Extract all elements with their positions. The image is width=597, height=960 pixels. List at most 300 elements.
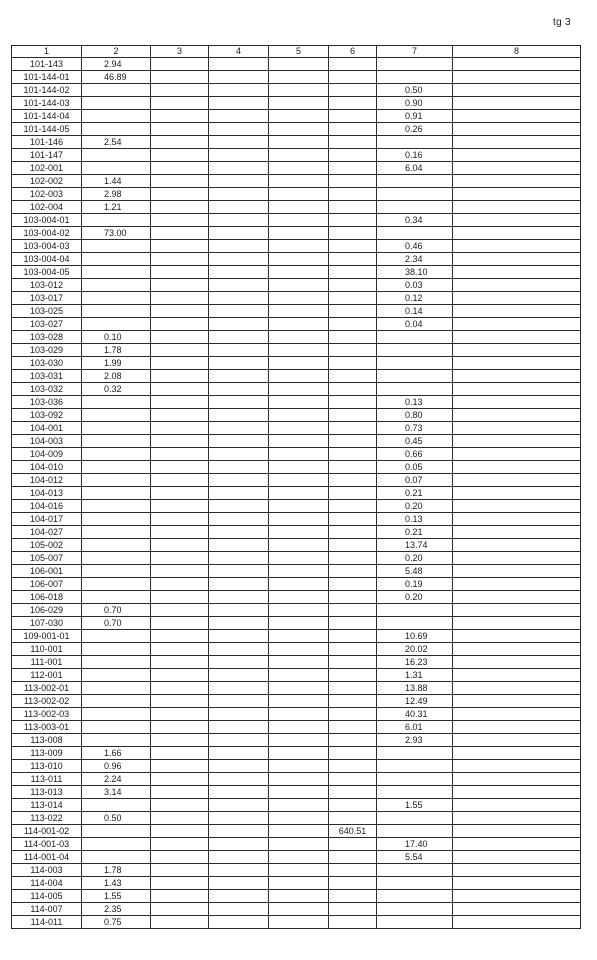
table-cell-col-7 <box>377 604 453 617</box>
table-cell-col-8 <box>453 526 581 539</box>
table-row <box>12 253 581 266</box>
data-table <box>11 45 581 929</box>
table-cell-col-4 <box>209 890 269 903</box>
table-cell-col-3 <box>151 630 209 643</box>
table-cell-col-2 <box>82 474 151 487</box>
table-cell-col-1: 112-001 <box>12 669 82 682</box>
table-cell-col-7: 0.45 <box>377 435 453 448</box>
table-cell-col-7: 0.20 <box>377 552 453 565</box>
column-header-8: 8 <box>453 46 581 58</box>
table-cell-col-2 <box>82 318 151 331</box>
table-cell-col-3 <box>151 838 209 851</box>
table-cell-col-2: 46.89 <box>82 71 151 84</box>
table-cell-col-8 <box>453 201 581 214</box>
table-cell-col-1: 105-007 <box>12 552 82 565</box>
table-cell-col-3 <box>151 825 209 838</box>
table-cell-col-5 <box>269 435 329 448</box>
table-cell-col-5 <box>269 448 329 461</box>
table-cell-col-1: 114-005 <box>12 890 82 903</box>
table-cell-col-3 <box>151 344 209 357</box>
table-cell-col-3 <box>151 370 209 383</box>
table-row <box>12 591 581 604</box>
table-cell-col-1: 101-146 <box>12 136 82 149</box>
table-cell-col-8 <box>453 357 581 370</box>
table-cell-col-8 <box>453 292 581 305</box>
table-cell-col-1: 104-009 <box>12 448 82 461</box>
table-row <box>12 123 581 136</box>
table-cell-col-6 <box>329 292 377 305</box>
table-cell-col-1: 107-030 <box>12 617 82 630</box>
table-cell-col-3 <box>151 773 209 786</box>
table-cell-col-8 <box>453 916 581 929</box>
table-row <box>12 565 581 578</box>
table-cell-col-5 <box>269 175 329 188</box>
header-row <box>12 46 581 58</box>
table-cell-col-7 <box>377 357 453 370</box>
table-cell-col-4 <box>209 71 269 84</box>
table-cell-col-4 <box>209 136 269 149</box>
table-cell-col-2 <box>82 565 151 578</box>
table-cell-col-1: 110-001 <box>12 643 82 656</box>
table-cell-col-4 <box>209 240 269 253</box>
table-cell-col-5 <box>269 786 329 799</box>
table-row <box>12 604 581 617</box>
table-cell-col-2 <box>82 422 151 435</box>
table-cell-col-8 <box>453 799 581 812</box>
table-cell-col-8 <box>453 773 581 786</box>
table-cell-col-6 <box>329 513 377 526</box>
table-cell-col-3 <box>151 318 209 331</box>
table-cell-col-2 <box>82 266 151 279</box>
table-cell-col-7: 0.73 <box>377 422 453 435</box>
table-cell-col-2 <box>82 110 151 123</box>
table-row <box>12 539 581 552</box>
table-cell-col-8 <box>453 604 581 617</box>
table-cell-col-1: 114-003 <box>12 864 82 877</box>
table-cell-col-7 <box>377 890 453 903</box>
table-cell-col-4 <box>209 643 269 656</box>
table-cell-col-6 <box>329 643 377 656</box>
table-cell-col-1: 113-022 <box>12 812 82 825</box>
table-cell-col-3 <box>151 422 209 435</box>
table-cell-col-8 <box>453 565 581 578</box>
table-cell-col-8 <box>453 383 581 396</box>
table-row <box>12 656 581 669</box>
table-cell-col-2: 1.99 <box>82 357 151 370</box>
table-cell-col-5 <box>269 838 329 851</box>
table-cell-col-5 <box>269 565 329 578</box>
table-cell-col-4 <box>209 188 269 201</box>
table-cell-col-7: 6.04 <box>377 162 453 175</box>
table-cell-col-5 <box>269 630 329 643</box>
table-cell-col-5 <box>269 500 329 513</box>
table-row <box>12 201 581 214</box>
table-cell-col-2 <box>82 630 151 643</box>
table-cell-col-8 <box>453 786 581 799</box>
table-cell-col-1: 101-144-04 <box>12 110 82 123</box>
table-cell-col-4 <box>209 58 269 71</box>
table-cell-col-5 <box>269 864 329 877</box>
table-cell-col-3 <box>151 149 209 162</box>
column-header-3: 3 <box>151 46 209 58</box>
table-cell-col-3 <box>151 578 209 591</box>
table-row <box>12 552 581 565</box>
table-cell-col-5 <box>269 734 329 747</box>
column-header-7: 7 <box>377 46 453 58</box>
table-cell-col-5 <box>269 97 329 110</box>
table-cell-col-4 <box>209 669 269 682</box>
table-cell-col-4 <box>209 292 269 305</box>
table-cell-col-8 <box>453 461 581 474</box>
table-cell-col-5 <box>269 305 329 318</box>
table-cell-col-2 <box>82 292 151 305</box>
table-cell-col-7: 0.07 <box>377 474 453 487</box>
table-cell-col-1: 103-092 <box>12 409 82 422</box>
table-cell-col-6 <box>329 526 377 539</box>
table-cell-col-4 <box>209 344 269 357</box>
table-cell-col-1: 113-010 <box>12 760 82 773</box>
table-row <box>12 708 581 721</box>
table-cell-col-4 <box>209 695 269 708</box>
table-cell-col-1: 103-004-01 <box>12 214 82 227</box>
table-cell-col-3 <box>151 409 209 422</box>
table-cell-col-5 <box>269 617 329 630</box>
column-header-4: 4 <box>209 46 269 58</box>
table-cell-col-4 <box>209 422 269 435</box>
column-header-5: 5 <box>269 46 329 58</box>
table-cell-col-4 <box>209 526 269 539</box>
table-cell-col-4 <box>209 539 269 552</box>
table-cell-col-3 <box>151 669 209 682</box>
table-cell-col-7 <box>377 786 453 799</box>
table-cell-col-3 <box>151 266 209 279</box>
table-cell-col-2 <box>82 591 151 604</box>
table-cell-col-1: 103-029 <box>12 344 82 357</box>
table-cell-col-2 <box>82 305 151 318</box>
table-cell-col-2: 0.70 <box>82 617 151 630</box>
table-cell-col-4 <box>209 162 269 175</box>
table-cell-col-5 <box>269 591 329 604</box>
table-cell-col-8 <box>453 487 581 500</box>
table-cell-col-7: 20.02 <box>377 643 453 656</box>
table-cell-col-2: 0.50 <box>82 812 151 825</box>
table-cell-col-6 <box>329 630 377 643</box>
table-cell-col-8 <box>453 552 581 565</box>
table-cell-col-5 <box>269 643 329 656</box>
table-cell-col-1: 106-018 <box>12 591 82 604</box>
table-row <box>12 617 581 630</box>
table-cell-col-1: 103-004-04 <box>12 253 82 266</box>
table-cell-col-2: 0.96 <box>82 760 151 773</box>
table-cell-col-8 <box>453 500 581 513</box>
table-cell-col-5 <box>269 721 329 734</box>
table-cell-col-2 <box>82 825 151 838</box>
table-cell-col-2 <box>82 97 151 110</box>
table-cell-col-5 <box>269 461 329 474</box>
table-cell-col-3 <box>151 461 209 474</box>
table-cell-col-6 <box>329 773 377 786</box>
table-cell-col-6 <box>329 279 377 292</box>
table-cell-col-6 <box>329 175 377 188</box>
table-cell-col-5 <box>269 656 329 669</box>
table-cell-col-8 <box>453 188 581 201</box>
table-cell-col-6 <box>329 383 377 396</box>
table-cell-col-8 <box>453 409 581 422</box>
table-cell-col-1: 101-144-01 <box>12 71 82 84</box>
table-cell-col-1: 101-144-02 <box>12 84 82 97</box>
table-cell-col-6 <box>329 97 377 110</box>
table-cell-col-3 <box>151 500 209 513</box>
table-cell-col-5 <box>269 136 329 149</box>
table-cell-col-7 <box>377 71 453 84</box>
table-row <box>12 318 581 331</box>
table-cell-col-5 <box>269 890 329 903</box>
table-cell-col-4 <box>209 916 269 929</box>
table-cell-col-7: 0.26 <box>377 123 453 136</box>
table-cell-col-8 <box>453 617 581 630</box>
table-cell-col-8 <box>453 851 581 864</box>
table-cell-col-5 <box>269 188 329 201</box>
table-cell-col-1: 103-017 <box>12 292 82 305</box>
table-row <box>12 630 581 643</box>
table-cell-col-2 <box>82 513 151 526</box>
table-cell-col-1: 103-004-03 <box>12 240 82 253</box>
table-cell-col-8 <box>453 162 581 175</box>
table-row <box>12 799 581 812</box>
table-row <box>12 188 581 201</box>
table-cell-col-1: 104-010 <box>12 461 82 474</box>
table-cell-col-3 <box>151 201 209 214</box>
table-row <box>12 214 581 227</box>
table-cell-col-2 <box>82 799 151 812</box>
table-cell-col-6 <box>329 370 377 383</box>
table-cell-col-6 <box>329 799 377 812</box>
table-cell-col-8 <box>453 864 581 877</box>
table-cell-col-7: 0.21 <box>377 487 453 500</box>
table-cell-col-5 <box>269 812 329 825</box>
table-cell-col-2: 3.14 <box>82 786 151 799</box>
table-cell-col-7: 0.20 <box>377 591 453 604</box>
table-row <box>12 292 581 305</box>
table-cell-col-3 <box>151 604 209 617</box>
table-cell-col-5 <box>269 162 329 175</box>
table-cell-col-1: 103-025 <box>12 305 82 318</box>
table-cell-col-3 <box>151 448 209 461</box>
table-cell-col-1: 113-009 <box>12 747 82 760</box>
table-cell-col-6 <box>329 58 377 71</box>
column-header-6: 6 <box>329 46 377 58</box>
table-cell-col-4 <box>209 487 269 500</box>
table-cell-col-1: 113-008 <box>12 734 82 747</box>
table-cell-col-8 <box>453 734 581 747</box>
table-cell-col-1: 103-028 <box>12 331 82 344</box>
table-row <box>12 513 581 526</box>
table-cell-col-2 <box>82 656 151 669</box>
table-cell-col-4 <box>209 565 269 578</box>
table-cell-col-8 <box>453 136 581 149</box>
table-row <box>12 136 581 149</box>
table-cell-col-4 <box>209 760 269 773</box>
table-cell-col-6 <box>329 695 377 708</box>
table-cell-col-8 <box>453 838 581 851</box>
table-cell-col-4 <box>209 812 269 825</box>
table-cell-col-7: 0.14 <box>377 305 453 318</box>
table-cell-col-1: 101-143 <box>12 58 82 71</box>
table-cell-col-6: 640.51 <box>329 825 377 838</box>
table-cell-col-1: 102-004 <box>12 201 82 214</box>
table-row <box>12 84 581 97</box>
table-cell-col-7 <box>377 760 453 773</box>
table-cell-col-5 <box>269 71 329 84</box>
table-row <box>12 149 581 162</box>
table-cell-col-4 <box>209 396 269 409</box>
table-cell-col-1: 113-002-02 <box>12 695 82 708</box>
table-row <box>12 864 581 877</box>
table-cell-col-5 <box>269 292 329 305</box>
table-cell-col-7: 0.05 <box>377 461 453 474</box>
table-cell-col-1: 113-002-01 <box>12 682 82 695</box>
table-cell-col-7 <box>377 903 453 916</box>
table-row <box>12 877 581 890</box>
table-cell-col-5 <box>269 578 329 591</box>
table-cell-col-8 <box>453 669 581 682</box>
table-row <box>12 461 581 474</box>
table-cell-col-4 <box>209 266 269 279</box>
table-cell-col-2: 0.70 <box>82 604 151 617</box>
table-row <box>12 331 581 344</box>
table-cell-col-2 <box>82 279 151 292</box>
table-cell-col-7: 13.74 <box>377 539 453 552</box>
table-row <box>12 474 581 487</box>
page-label: tg 3 <box>553 17 571 28</box>
table-cell-col-4 <box>209 435 269 448</box>
table-cell-col-6 <box>329 747 377 760</box>
table-row <box>12 903 581 916</box>
table-cell-col-5 <box>269 331 329 344</box>
table-cell-col-1: 102-001 <box>12 162 82 175</box>
table-cell-col-3 <box>151 227 209 240</box>
table-cell-col-6 <box>329 344 377 357</box>
table-row <box>12 266 581 279</box>
table-row <box>12 773 581 786</box>
table-cell-col-2: 1.55 <box>82 890 151 903</box>
table-cell-col-6 <box>329 357 377 370</box>
table-cell-col-7: 0.13 <box>377 396 453 409</box>
table-cell-col-7 <box>377 825 453 838</box>
table-cell-col-5 <box>269 747 329 760</box>
table-cell-col-3 <box>151 305 209 318</box>
table-cell-col-2 <box>82 838 151 851</box>
table-cell-col-1: 104-012 <box>12 474 82 487</box>
table-cell-col-3 <box>151 110 209 123</box>
table-cell-col-6 <box>329 604 377 617</box>
table-row <box>12 578 581 591</box>
table-cell-col-6 <box>329 188 377 201</box>
table-cell-col-7: 10.69 <box>377 630 453 643</box>
table-cell-col-8 <box>453 435 581 448</box>
table-row <box>12 838 581 851</box>
table-cell-col-7: 0.21 <box>377 526 453 539</box>
table-cell-col-8 <box>453 110 581 123</box>
table-cell-col-5 <box>269 760 329 773</box>
table-cell-col-6 <box>329 760 377 773</box>
table-cell-col-4 <box>209 84 269 97</box>
table-cell-col-5 <box>269 487 329 500</box>
table-cell-col-7 <box>377 370 453 383</box>
table-row <box>12 487 581 500</box>
table-cell-col-2: 0.75 <box>82 916 151 929</box>
table-cell-col-1: 104-027 <box>12 526 82 539</box>
table-row <box>12 162 581 175</box>
table-cell-col-3 <box>151 721 209 734</box>
table-cell-col-3 <box>151 851 209 864</box>
table-cell-col-4 <box>209 370 269 383</box>
table-cell-col-3 <box>151 734 209 747</box>
table-row <box>12 240 581 253</box>
table-cell-col-2 <box>82 162 151 175</box>
table-cell-col-2 <box>82 643 151 656</box>
table-cell-col-5 <box>269 357 329 370</box>
table-cell-col-8 <box>453 240 581 253</box>
table-cell-col-6 <box>329 617 377 630</box>
table-cell-col-6 <box>329 448 377 461</box>
table-cell-col-6 <box>329 669 377 682</box>
table-cell-col-7 <box>377 747 453 760</box>
table-cell-col-7 <box>377 344 453 357</box>
table-cell-col-4 <box>209 474 269 487</box>
table-cell-col-6 <box>329 890 377 903</box>
table-cell-col-8 <box>453 227 581 240</box>
table-cell-col-6 <box>329 877 377 890</box>
table-cell-col-1: 114-011 <box>12 916 82 929</box>
table-cell-col-7: 0.20 <box>377 500 453 513</box>
table-cell-col-1: 114-001-03 <box>12 838 82 851</box>
table-cell-col-2 <box>82 851 151 864</box>
table-cell-col-6 <box>329 305 377 318</box>
table-cell-col-5 <box>269 110 329 123</box>
table-cell-col-6 <box>329 838 377 851</box>
table-cell-col-7: 0.66 <box>377 448 453 461</box>
table-cell-col-8 <box>453 656 581 669</box>
table-cell-col-6 <box>329 227 377 240</box>
table-cell-col-7: 1.31 <box>377 669 453 682</box>
table-cell-col-1: 103-031 <box>12 370 82 383</box>
table-cell-col-8 <box>453 708 581 721</box>
table-cell-col-7 <box>377 188 453 201</box>
table-cell-col-6 <box>329 812 377 825</box>
table-row <box>12 227 581 240</box>
table-cell-col-1: 103-004-05 <box>12 266 82 279</box>
table-cell-col-5 <box>269 240 329 253</box>
table-cell-col-1: 114-007 <box>12 903 82 916</box>
table-cell-col-4 <box>209 500 269 513</box>
table-cell-col-2 <box>82 84 151 97</box>
table-cell-col-8 <box>453 214 581 227</box>
table-cell-col-3 <box>151 474 209 487</box>
column-header-1: 1 <box>12 46 82 58</box>
table-cell-col-3 <box>151 279 209 292</box>
table-cell-col-7: 0.91 <box>377 110 453 123</box>
table-cell-col-3 <box>151 253 209 266</box>
table-cell-col-4 <box>209 448 269 461</box>
table-cell-col-3 <box>151 760 209 773</box>
table-cell-col-5 <box>269 695 329 708</box>
table-cell-col-1: 113-003-01 <box>12 721 82 734</box>
table-cell-col-1: 102-002 <box>12 175 82 188</box>
table-cell-col-1: 114-001-02 <box>12 825 82 838</box>
table-cell-col-8 <box>453 331 581 344</box>
table-cell-col-3 <box>151 591 209 604</box>
